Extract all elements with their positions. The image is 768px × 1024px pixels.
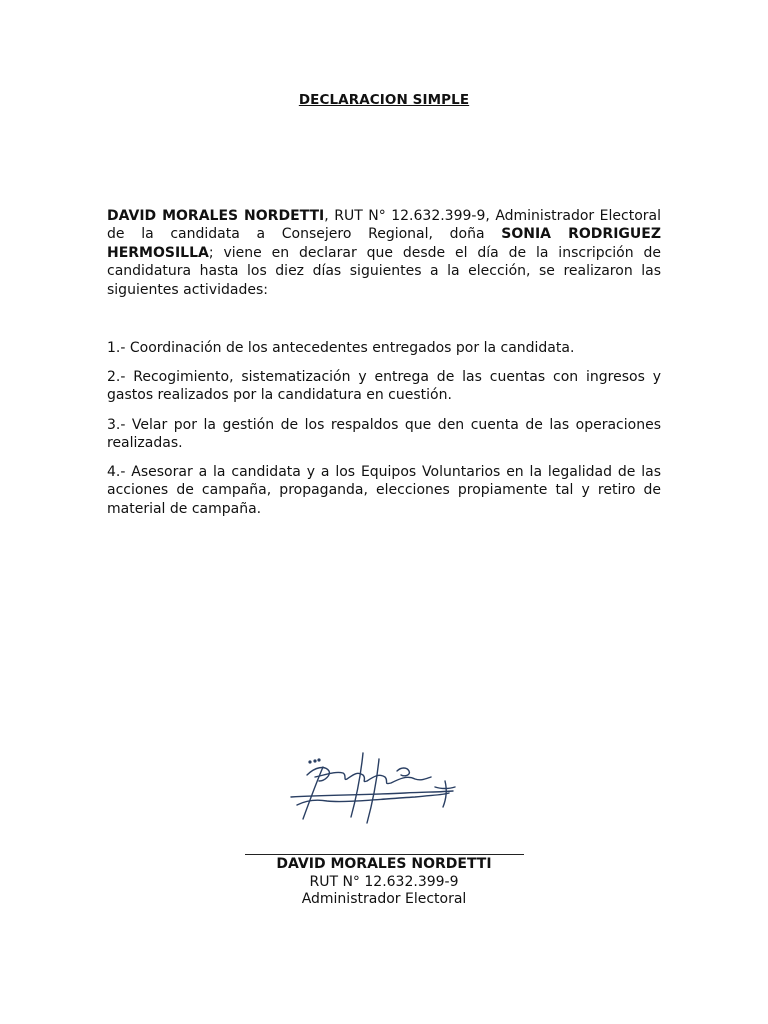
candidate-name: SONIA RODRIGUEZ HERMOSILLA xyxy=(107,226,661,261)
activity-item-2: 2.- Recogimiento, sistematización y entrega de las cuentas con ingresos y gastos realizados por la candidatura en cuestión. xyxy=(107,369,661,404)
activity-item-1: 1.- Coordinación de los antecedentes entregados por la candidata. xyxy=(107,340,575,356)
intro-text-1: , RUT N° 12.632.399-9, Administrador Electoral de la candidata a Consejero Regional, doña xyxy=(107,208,661,243)
activity-item-4: 4.- Asesorar a la candidata y a los Equipos Voluntarios en la legalidad de las acciones de campaña, propaganda, elecciones propiamente tal y retiro de material de campaña. xyxy=(107,464,661,517)
intro-paragraph xyxy=(107,207,661,299)
signatory-rut: RUT N° 12.632.399-9 xyxy=(309,874,459,890)
intro-text-2: ; viene en declarar que desde el día de la inscripción de candidatura hasta los diez días siguientes a la elección, se realizaron las siguientes actividades: xyxy=(107,244,661,298)
activity-item-3: 3.- Velar por la gestión de los respaldos que den cuenta de las operaciones realizadas. xyxy=(107,417,661,452)
signature-line xyxy=(245,854,524,855)
handwritten-signature xyxy=(285,745,460,827)
signatory-name: DAVID MORALES NORDETTI xyxy=(276,856,492,872)
declarant-name: DAVID MORALES NORDETTI xyxy=(107,208,325,224)
signatory-role: Administrador Electoral xyxy=(301,891,467,907)
document-title: DECLARACION SIMPLE xyxy=(298,92,470,108)
